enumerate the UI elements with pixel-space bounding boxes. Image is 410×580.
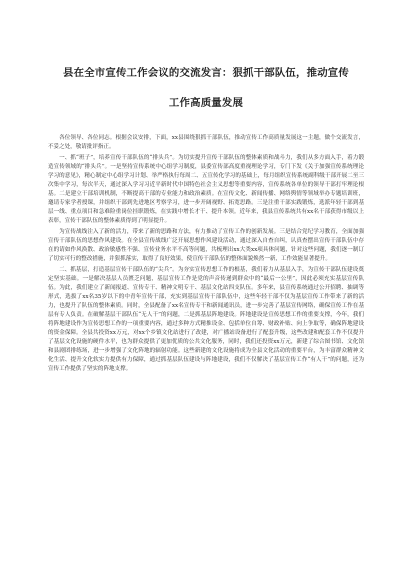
paragraph-opening: 各位领导、各位同志。根据会议安排，下面，xx县围绕狠抓干部队伍，推动宣传工作高质量发展这一主题，做个交流发言，不妥之处，敬请批评指正。 <box>48 135 364 150</box>
title-line-2: 工作高质量发展 <box>168 97 244 109</box>
title-line-1: 县在全市宣传工作会议的交流发言：狠抓干部队伍，推动宣传 <box>63 67 349 79</box>
paragraph-section-1: 一、抓“班子”，培养宣传干部队伍的“排头兵”。为切实提升宣传干部队伍的整体素质和战斗力，我们从多方面入手，着力锻造宣传领域的“排头兵”。一是坚持宣传系统中心组学习制度，县委宣传部高度重视理论学习，专门下发《关于加强宣传系统理论学习的意见》，精心制定中心组学习计划、举严格执行每周二、五宣传化学习的基础上，每月组织宣传系统副科级干部开展二至三次集中学习，每次半天，通过深入学习习近平新时代中国特色社会主义思想等重要内容，宣传系统各单位的领导干部打牢理论根基。二是建立干部培训机制，不断提高干部的专业能力和政治素质。在宣传文化、新闻传播、网络舆情等领域举办专题培训班，邀请专家学者授课，并组织干部到先进地区考察学习，进一步开阔视野、拓宽思路。三是注重干部实践锻炼，选派年轻干部到基层一线、重点项目和急难险重岗位挂职锻炼，在实践中增长才干、提升本领。近年来，我县宣传系统共有xx名干部获得市级以上表彰，宣传干部队伍的整体素质得到了明显提升。 <box>48 155 364 224</box>
paragraph-section-1-continued: 为宣传战线注入了新的活力，带来了新的思路和方法，有力推动了宣传工作的创新发展。三是结合党纪学习教育，全面加强宣传干部队伍的思想作风建设。在全县宣传战线广泛开展思想作风建设活动，通过深入自查自纠，认真查摆出宣传干部队伍中存在的请如作风涣散、政治敏感性不强、宣传业务水平不高等问题，共梳理出xx大类xx项具体问题，针对这些问题，我们逐一制订了切实可行的整改措施，并狠抓落实，取得了良好效果，使宣传干部队伍的整体面貌焕然一新，工作效能显著提升。 <box>48 229 364 262</box>
paragraph-section-2: 二、抓基层，打造基层宣传干部队伍的“尖兵”。为夯实宣传思想工作的根基，我们着力从基层入手，为宣传干部队伍建设奠定坚实基础。一是解决基层人员匮乏问题，基层宣传工作是党的声音传递到群众中的“最后一公里”，因此必须充实基层宣传队伍。为此，我们建立了新闻报道、宣传专干、精神文明专干、基层文化站四支队伍。多年来，县宣传系统通过公开招聘、抽调等形式，选拔了xx名35岁以下的中青年宣传干部，充实到基层宣传干部队伍中，这些年轻干部不仅为基层宣传工作带来了新的活力，也提升了队伍的整体素质。同时，全县配备了xx名宣传专干和新闻通讯员，进一步完善了基层宣传网络，确保宣传工作在基层有专人负责。在破解基层干部队伍“无人干”的问题，二是抓基层阵地建设。阵地建设是宣传思想工作的重要支撑，今年，我们将阵地建设作为宣传思想工作的一项重要内容，通过多种方式精推设金、包括单位自筹、财政补贴、向上争取等，确保阵地建设的资金保障。全县共投资xx万元，对xx个乡镇文化站进行了改建，对广播站设备进行了配套升级，这些改建和配套工作不仅提升了基层文化设施的硬件水平，也为群众提供了更加优质的公共文化服务，同时，我们还投资xx万元，新建了综合图书馆、文化馆和县剧团排练场，进一步增强了文化阵地的辐射功能。这些新建的文化设施将成为全县文化活动的重要平台，为丰富群众精神文化生活、提升文化软实力提供有力保障，通过抓基层队伍建设与阵地建设，我们不仅解决了基层宣传工作“有人干”的问题，还为宣传工作提供了坚实的阵地支撑。 <box>48 267 364 372</box>
document-title <box>48 58 364 118</box>
